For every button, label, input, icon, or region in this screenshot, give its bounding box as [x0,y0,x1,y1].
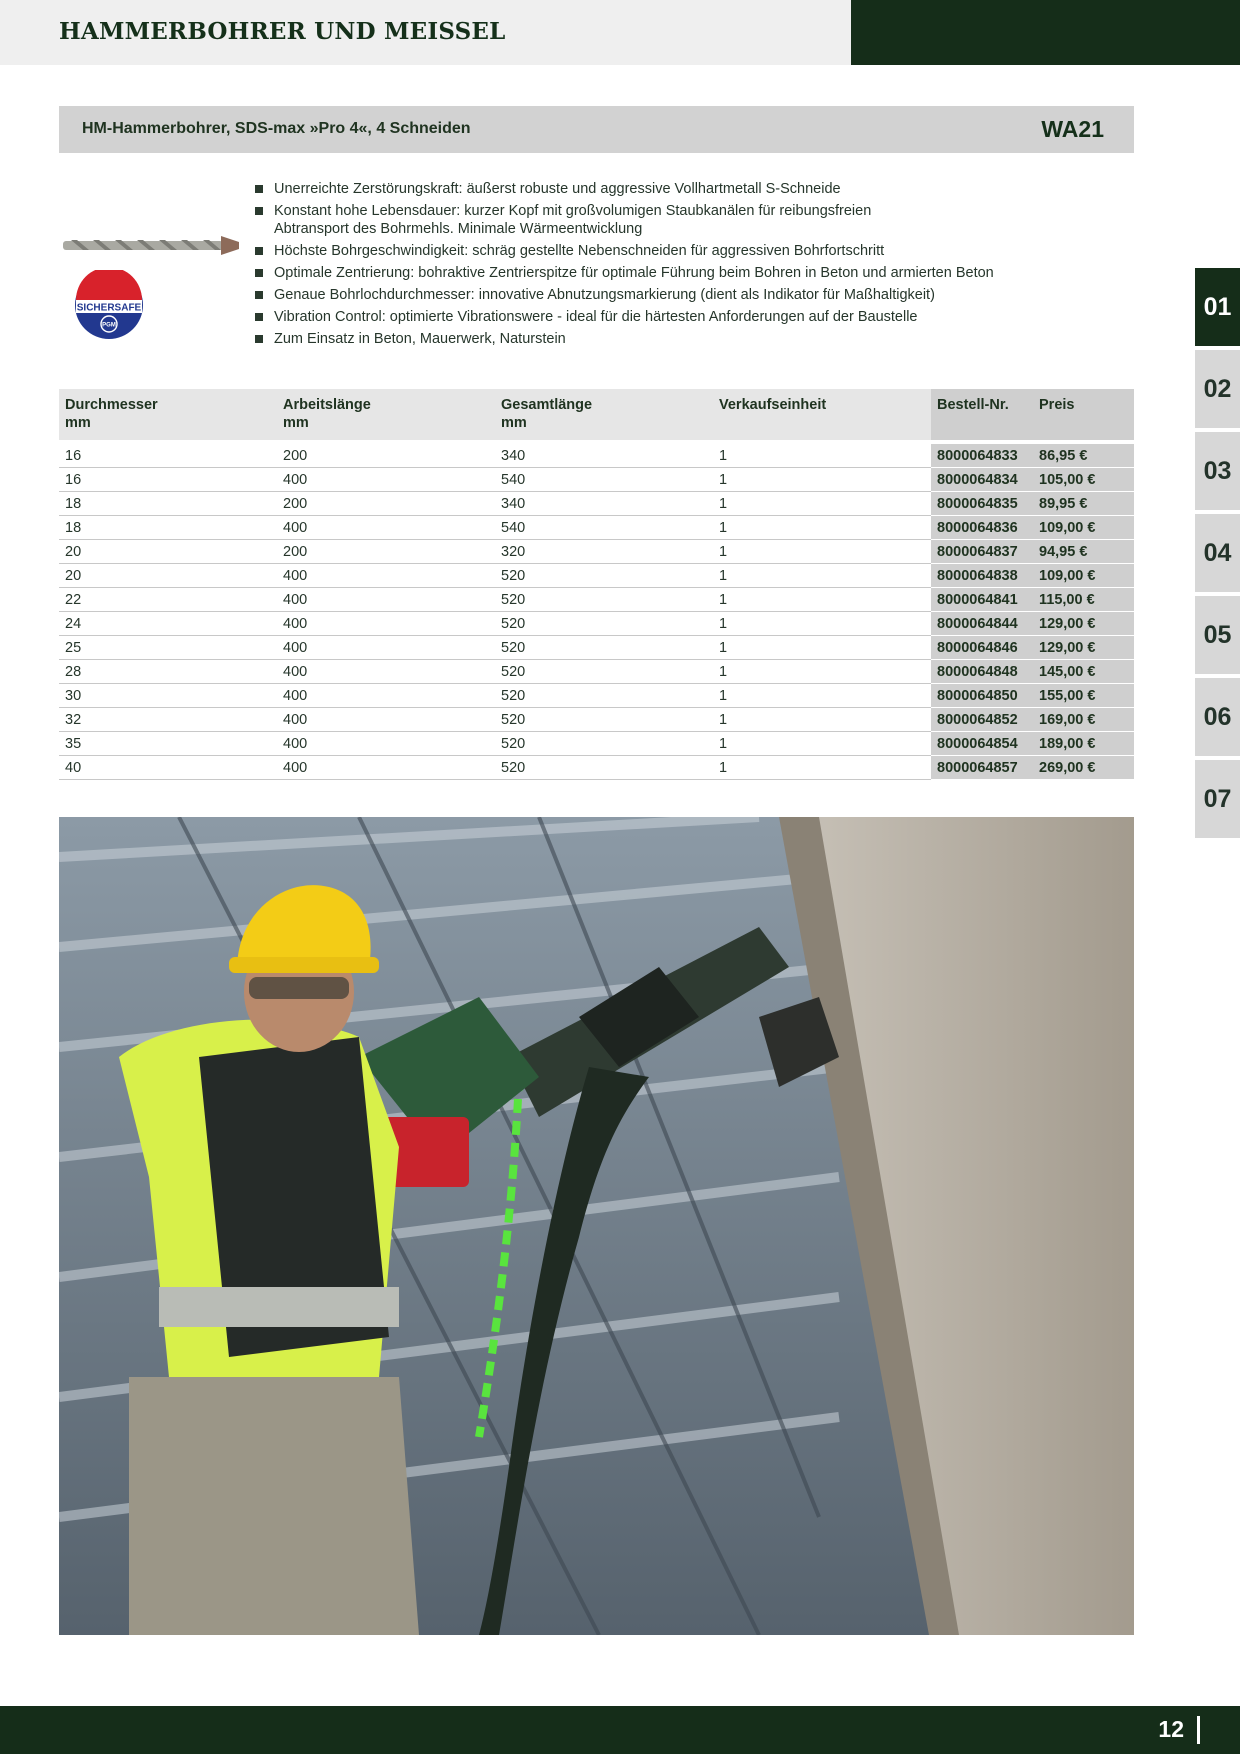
cell-sales-unit: 1 [713,540,931,564]
table-row [59,636,1134,660]
product-header [59,106,1134,153]
cell-order-number: 8000064837 [931,540,1033,564]
chapter-tabs [1195,268,1240,842]
cell-sales-unit: 1 [713,492,931,516]
cell-price: 155,00 € [1033,684,1134,708]
cell-working-length: 400 [277,636,495,660]
feature-list [255,180,1115,352]
feature-item: Vibration Control: optimierte Vibrationswere - ideal für die härtesten Anforderungen auf der Baustelle [255,308,1115,326]
cell-order-number: 8000064846 [931,636,1033,660]
chapter-tab-07[interactable]: 07 [1195,760,1240,838]
table-row [59,468,1134,492]
cell-diameter: 16 [59,468,277,492]
cell-price: 109,00 € [1033,516,1134,540]
table-row [59,564,1134,588]
chapter-tab-03[interactable]: 03 [1195,432,1240,510]
cell-diameter: 18 [59,492,277,516]
table-row [59,756,1134,780]
cell-diameter: 22 [59,588,277,612]
cell-diameter: 35 [59,732,277,756]
cell-order-number: 8000064835 [931,492,1033,516]
drill-bit-icon [63,230,243,260]
cell-total-length: 520 [495,636,713,660]
product-code: WA21 [1041,116,1104,142]
table-row [59,612,1134,636]
cell-total-length: 520 [495,588,713,612]
cell-working-length: 400 [277,564,495,588]
cell-diameter: 16 [59,444,277,468]
col-header-order-number: Bestell-Nr. [931,389,1033,440]
cell-order-number: 8000064833 [931,444,1033,468]
cell-diameter: 24 [59,612,277,636]
cell-total-length: 540 [495,468,713,492]
cell-working-length: 400 [277,612,495,636]
table-row [59,732,1134,756]
cell-total-length: 540 [495,516,713,540]
cell-sales-unit: 1 [713,684,931,708]
cell-total-length: 520 [495,756,713,780]
chapter-tab-02[interactable]: 02 [1195,350,1240,428]
table-row [59,444,1134,468]
worker-drilling-photo [59,817,1134,1635]
cell-sales-unit: 1 [713,468,931,492]
cell-diameter: 25 [59,636,277,660]
col-header-diameter: Durchmesser mm [59,389,277,440]
feature-item: Konstant hohe Lebensdauer: kurzer Kopf mit großvolumigen Staubkanälen für reibungsfreien Abtransport des Bohrmehls. Minimale Wärmeentwicklung [255,202,1115,238]
table-row [59,540,1134,564]
cell-price: 86,95 € [1033,444,1134,468]
cell-sales-unit: 1 [713,612,931,636]
cell-price: 89,95 € [1033,492,1134,516]
cell-price: 169,00 € [1033,708,1134,732]
feature-item: Unerreichte Zerstörungskraft: äußerst robuste und aggressive Vollhartmetall S-Schneide [255,180,1115,198]
cell-order-number: 8000064852 [931,708,1033,732]
cell-sales-unit: 1 [713,636,931,660]
cell-working-length: 400 [277,756,495,780]
cell-sales-unit: 1 [713,564,931,588]
table-row [59,708,1134,732]
chapter-tab-06[interactable]: 06 [1195,678,1240,756]
col-header-price: Preis [1033,389,1134,440]
cell-diameter: 30 [59,684,277,708]
feature-item: Höchste Bohrgeschwindigkeit: schräg gestellte Nebenschneiden für aggressiven Bohrfortschritt [255,242,1115,260]
cell-price: 129,00 € [1033,636,1134,660]
cell-working-length: 400 [277,708,495,732]
cell-sales-unit: 1 [713,444,931,468]
cell-working-length: 200 [277,492,495,516]
feature-item: Optimale Zentrierung: bohraktive Zentrierspitze für optimale Führung beim Bohren in Beton und armierten Beton [255,264,1115,282]
product-title: HM-Hammerbohrer, SDS-max »Pro 4«, 4 Schneiden [82,120,471,137]
footer-band [0,1706,1240,1754]
page-number: 12 [1158,1716,1184,1742]
badge-subtext: PGM [102,322,116,329]
sichersafe-badge-icon [74,270,144,340]
cell-total-length: 520 [495,732,713,756]
cell-total-length: 520 [495,612,713,636]
cell-diameter: 32 [59,708,277,732]
header-accent [851,0,1240,65]
cell-order-number: 8000064834 [931,468,1033,492]
col-header-total-length: Gesamtlänge mm [495,389,713,440]
cell-order-number: 8000064854 [931,732,1033,756]
cell-order-number: 8000064857 [931,756,1033,780]
cell-sales-unit: 1 [713,588,931,612]
cell-working-length: 200 [277,540,495,564]
table-row [59,492,1134,516]
cell-order-number: 8000064844 [931,612,1033,636]
page-title: HAMMERBOHRER UND MEISSEL [59,18,506,45]
feature-item: Genaue Bohrlochdurchmesser: innovative Abnutzungsmarkierung (dient als Indikator für Maßhaltigkeit) [255,286,1115,304]
cell-order-number: 8000064850 [931,684,1033,708]
cell-order-number: 8000064841 [931,588,1033,612]
cell-total-length: 520 [495,564,713,588]
cell-working-length: 400 [277,732,495,756]
cell-working-length: 400 [277,684,495,708]
cell-price: 129,00 € [1033,612,1134,636]
chapter-tab-01[interactable]: 01 [1195,268,1240,346]
badge-text: SICHERSAFE [76,302,142,314]
cell-sales-unit: 1 [713,660,931,684]
cell-total-length: 340 [495,444,713,468]
cell-diameter: 20 [59,540,277,564]
cell-price: 105,00 € [1033,468,1134,492]
page-number-divider [1197,1716,1200,1744]
cell-working-length: 400 [277,588,495,612]
cell-price: 145,00 € [1033,660,1134,684]
cell-price: 94,95 € [1033,540,1134,564]
cell-sales-unit: 1 [713,756,931,780]
cell-total-length: 340 [495,492,713,516]
header-band [0,0,851,65]
table-header-row [59,389,1134,440]
chapter-tab-05[interactable]: 05 [1195,596,1240,674]
col-header-working-length: Arbeitslänge mm [277,389,495,440]
table-row [59,660,1134,684]
chapter-tab-04[interactable]: 04 [1195,514,1240,592]
cell-diameter: 20 [59,564,277,588]
cell-working-length: 200 [277,444,495,468]
cell-price: 109,00 € [1033,564,1134,588]
cell-working-length: 400 [277,660,495,684]
col-header-sales-unit: Verkaufseinheit [713,389,931,440]
cell-diameter: 18 [59,516,277,540]
cell-price: 115,00 € [1033,588,1134,612]
spec-table [59,389,1134,780]
table-row [59,684,1134,708]
cell-price: 189,00 € [1033,732,1134,756]
cell-total-length: 520 [495,660,713,684]
cell-diameter: 40 [59,756,277,780]
cell-working-length: 400 [277,468,495,492]
table-row [59,516,1134,540]
cell-sales-unit: 1 [713,516,931,540]
feature-item: Zum Einsatz in Beton, Mauerwerk, Naturstein [255,330,1115,348]
cell-total-length: 520 [495,684,713,708]
cell-sales-unit: 1 [713,708,931,732]
table-row [59,588,1134,612]
cell-total-length: 520 [495,708,713,732]
cell-total-length: 320 [495,540,713,564]
cell-order-number: 8000064848 [931,660,1033,684]
cell-price: 269,00 € [1033,756,1134,780]
cell-sales-unit: 1 [713,732,931,756]
cell-working-length: 400 [277,516,495,540]
cell-diameter: 28 [59,660,277,684]
cell-order-number: 8000064838 [931,564,1033,588]
cell-order-number: 8000064836 [931,516,1033,540]
